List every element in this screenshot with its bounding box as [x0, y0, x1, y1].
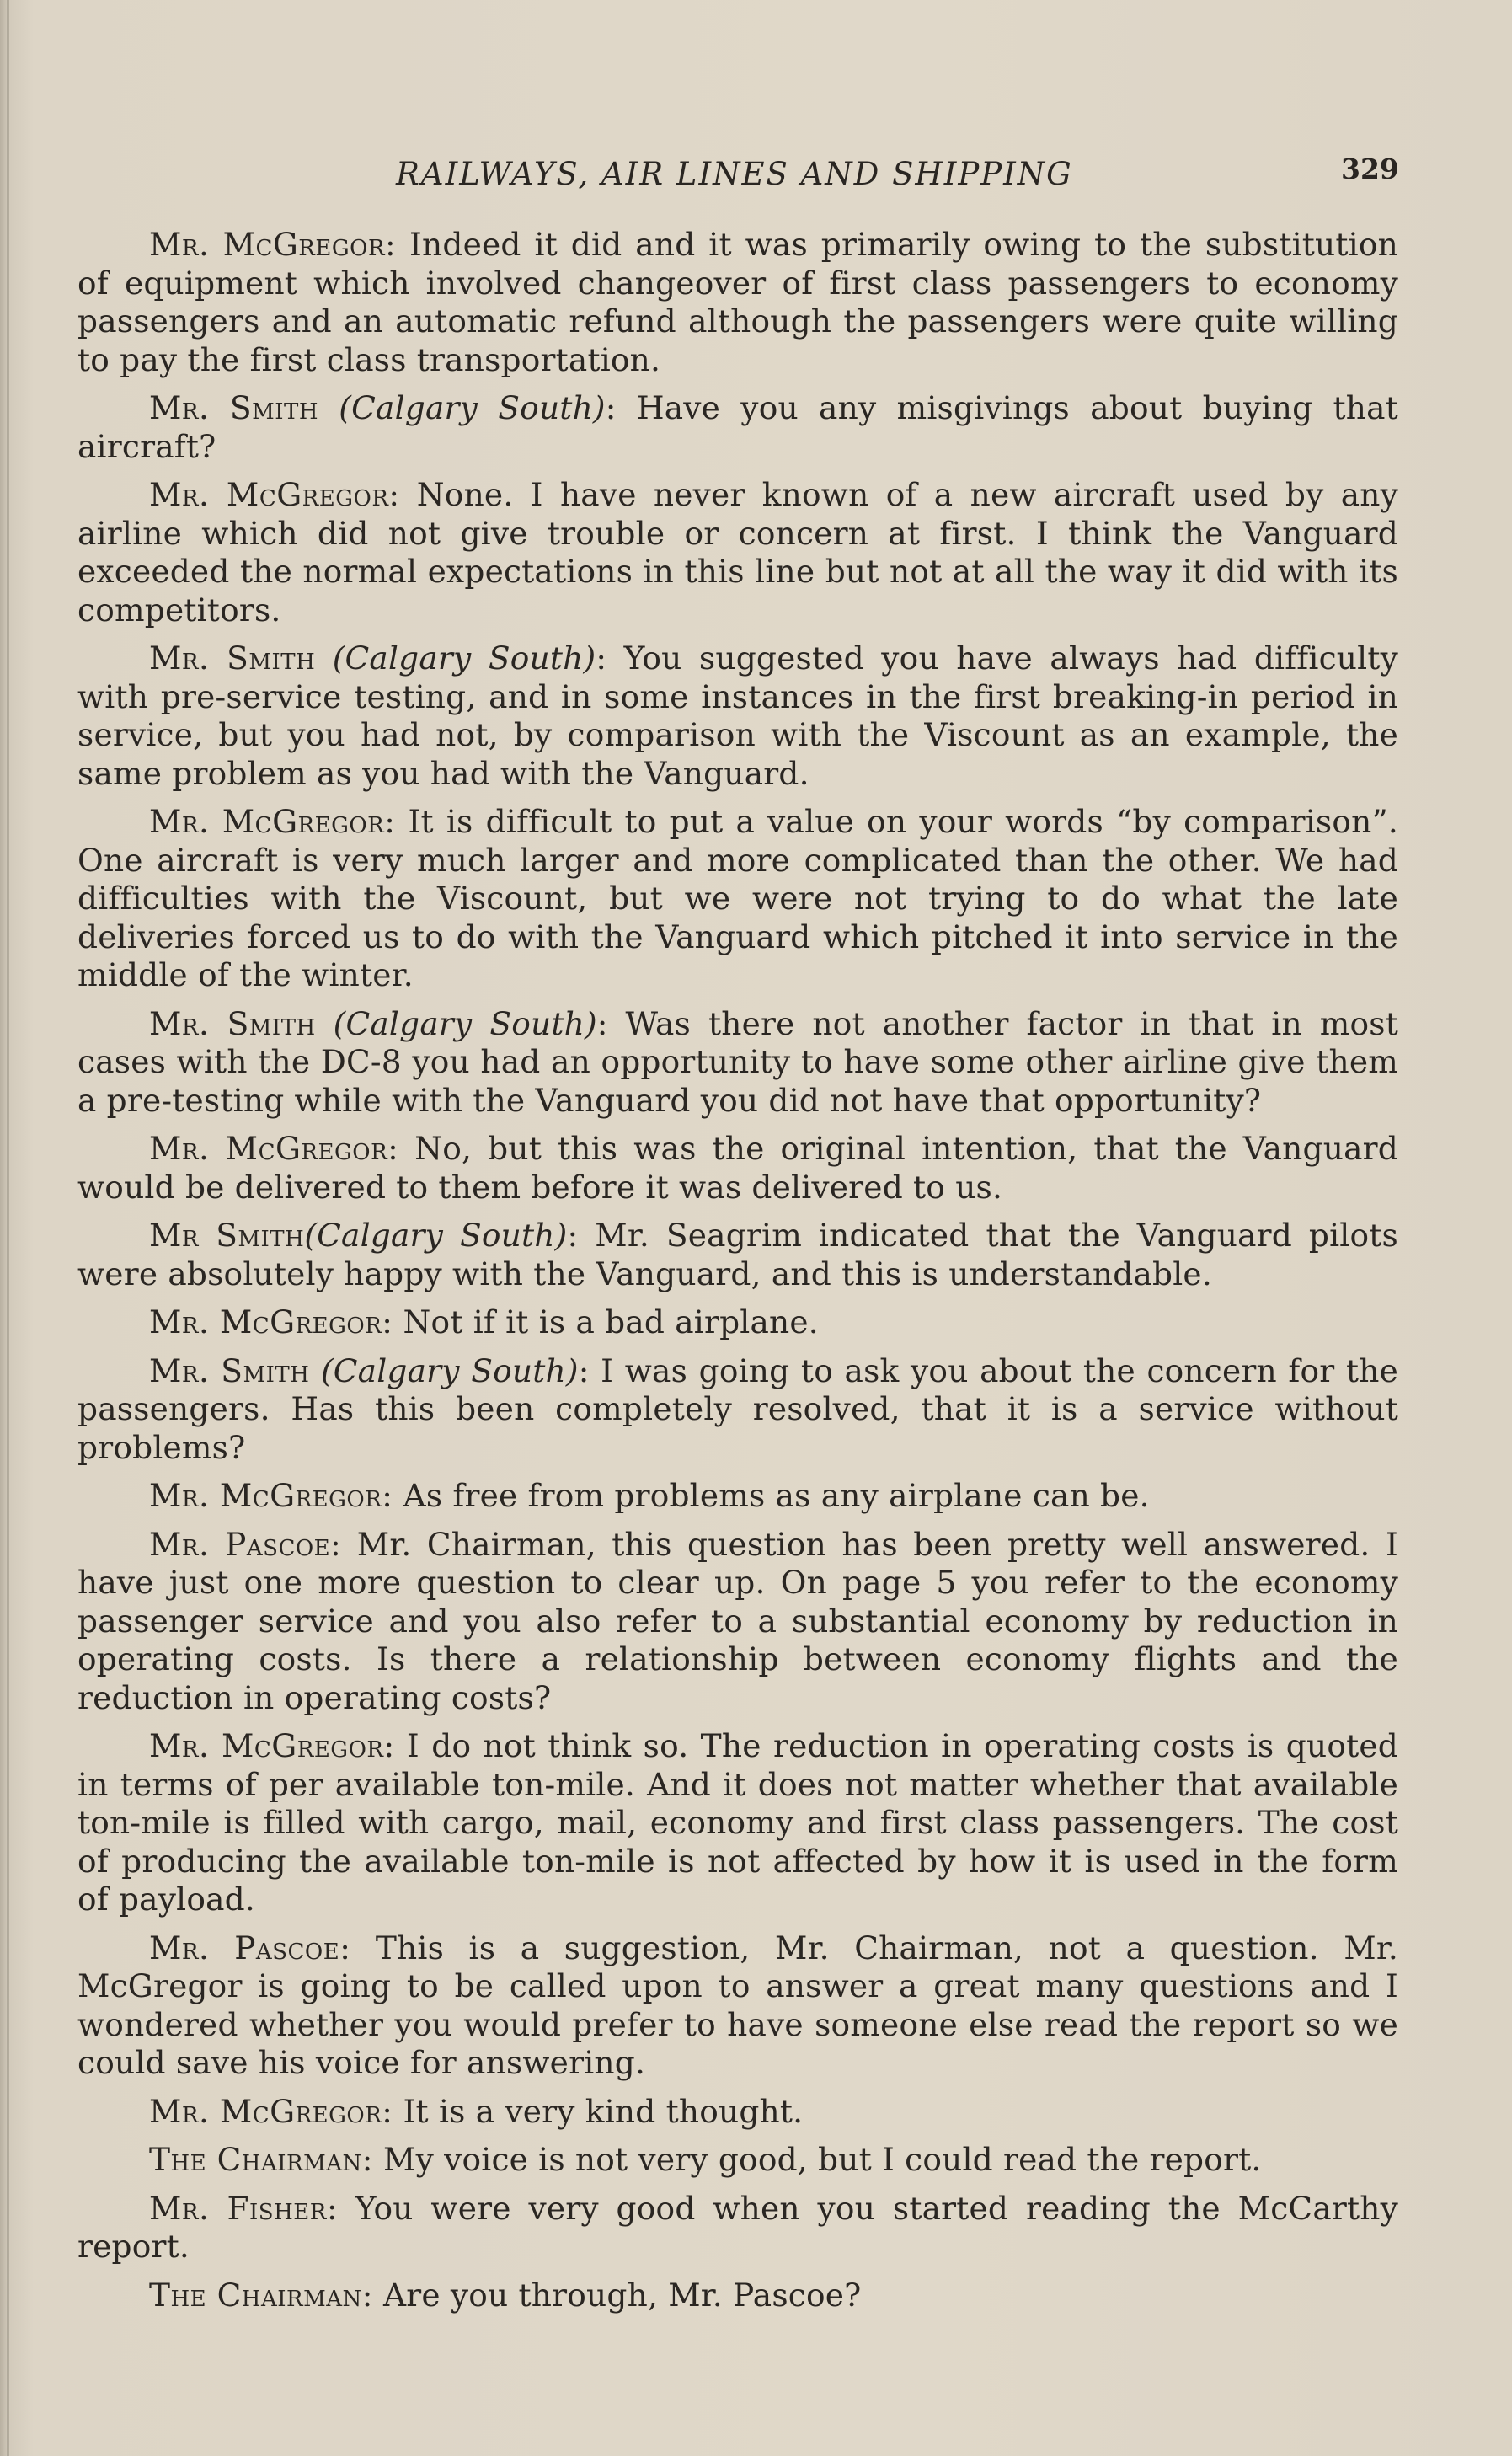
speaker-name: Mr. McGregor: [149, 476, 400, 513]
speaker-name: Mr. McGregor: [149, 1303, 393, 1340]
speaker-name: Mr. Fisher: [149, 2189, 338, 2227]
paragraph-text: : Was there not another factor in that in most cases with the DC-8 you had an opportunity to have some other airline give them a pre-testing while with the Vanguard you did not have that opportunity? [77, 1004, 1398, 1119]
paragraph-text: I do not think so. The reduction in operating costs is quoted in terms of per available ton-mile. And it does not matter whether that available ton-mile is filled with cargo, mail, economy and first class passengers. The cost of producing the available ton-mile is not affected by how it is used in the form of payload. [77, 1727, 1398, 1918]
paragraph [77, 639, 1398, 793]
speaker-name: Mr. Pascoe: [149, 1525, 342, 1563]
paragraph [77, 1005, 1398, 1121]
paragraph [77, 1352, 1398, 1468]
speaker-riding: (Calgary South) [309, 1351, 579, 1389]
paragraph [77, 1477, 1398, 1516]
speaker-name: Mr. Smith [149, 639, 316, 677]
speaker-name: The Chairman: [149, 2276, 373, 2314]
paragraph-text: Are you through, Mr. Pascoe? [372, 2276, 862, 2314]
speaker-name: Mr. McGregor: [149, 1130, 399, 1167]
speaker-name: Mr. Smith [149, 389, 319, 426]
paragraph [77, 1526, 1398, 1718]
paragraph [77, 2141, 1398, 2180]
paragraph [77, 1130, 1398, 1207]
paragraph [77, 2093, 1398, 2132]
paragraph [77, 803, 1398, 995]
paragraph-text: Indeed it did and it was primarily owing to the substitution of equipment which involved changeover of first class passengers to economy passengers and an automatic refund although the passengers were quite willing to pay the first class transportation. [77, 226, 1398, 378]
page-number: 329 [1341, 152, 1399, 185]
paragraph [77, 1217, 1398, 1293]
paragraph-text: : Mr. Seagrim indicated that the Vanguard pilots were absolutely happy with the Vanguard, and this is understandable. [77, 1217, 1398, 1292]
speaker-name: The Chairman: [149, 2141, 373, 2178]
speaker-riding: (Calgary South) [315, 1004, 597, 1042]
speaker-name: Mr. McGregor: [149, 2092, 393, 2130]
speaker-name: Mr. McGregor: [149, 226, 397, 263]
paragraph [77, 226, 1398, 379]
paragraph-text: Not if it is a bad airplane. [393, 1303, 819, 1340]
paragraph-text: Mr. Chairman, this question has been pretty well answered. I have just one more question to clear up. On page 5 you refer to the economy passenger service and you also refer to a substantial economy by reduction in operating costs. Is there a relationship between economy flights and the reduction in operating costs? [77, 1525, 1398, 1716]
speaker-name: Mr. Smith [149, 1351, 310, 1389]
paragraph [77, 2277, 1398, 2315]
speaker-name: Mr. McGregor: [149, 803, 396, 840]
paragraph [77, 389, 1398, 466]
paragraph-text: You were very good when you started reading the McCarthy report. [77, 2189, 1399, 2265]
page-header [0, 152, 1512, 206]
paragraph-text: None. I have never known of a new aircraft used by any airline which did not give trouble or concern at first. I think the Vanguard exceeded the normal expectations in this line but not at all the way it did with its competitors. [77, 476, 1398, 629]
speaker-name: Mr. McGregor: [149, 1477, 393, 1514]
paragraph [77, 1303, 1398, 1342]
speaker-riding: (Calgary South) [315, 639, 596, 677]
paragraph [77, 476, 1398, 629]
paragraph-text: As free from problems as any airplane can be. [393, 1477, 1150, 1514]
paragraph-text: : I was going to ask you about the concern for the passengers. Has this been completely resolved, that it is a service without problems? [77, 1351, 1398, 1466]
paragraph-text: It is a very kind thought. [393, 2092, 804, 2130]
speaker-riding: (Calgary South) [318, 389, 606, 426]
paragraph-text: : Have you any misgivings about buying that aircraft? [77, 389, 1398, 465]
speaker-name: Mr Smith [149, 1217, 305, 1254]
paragraph-text: It is difficult to put a value on your words “by comparison”. One aircraft is very much larger and more complicated than the other. We had difficulties with the Viscount, but we were not trying to do what the late deliveries forced us to do with the Vanguard which pitched it into service in the middle of the winter. [77, 803, 1398, 993]
speaker-name: Mr. Smith [149, 1004, 316, 1042]
binding-gutter [7, 0, 9, 2456]
speaker-riding: (Calgary South) [304, 1217, 568, 1254]
paragraph-text: : You suggested you have always had difficulty with pre-service testing, and in some instances in the first breaking-in period in service, but you had not, by comparison with the Viscount as an example, the same problem as you had with the Vanguard. [77, 639, 1398, 792]
paragraph [77, 1929, 1398, 2083]
running-head: RAILWAYS, AIR LINES AND SHIPPING [396, 156, 1073, 192]
speaker-name: Mr. McGregor: [149, 1727, 395, 1764]
paragraph [77, 1727, 1398, 1919]
paragraph [77, 2190, 1398, 2266]
transcript-body [77, 226, 1398, 2325]
paragraph-text: No, but this was the original intention, that the Vanguard would be delivered to them before it was delivered to us. [77, 1130, 1398, 1206]
speaker-name: Mr. Pascoe: [149, 1929, 351, 1966]
paragraph-text: This is a suggestion, Mr. Chairman, not a question. Mr. McGregor is going to be called upon to answer a great many questions and I wondered whether you would prefer to have someone else read the report so we could save his voice for answering. [77, 1929, 1398, 2081]
paragraph-text: My voice is not very good, but I could read the report. [372, 2141, 1262, 2178]
